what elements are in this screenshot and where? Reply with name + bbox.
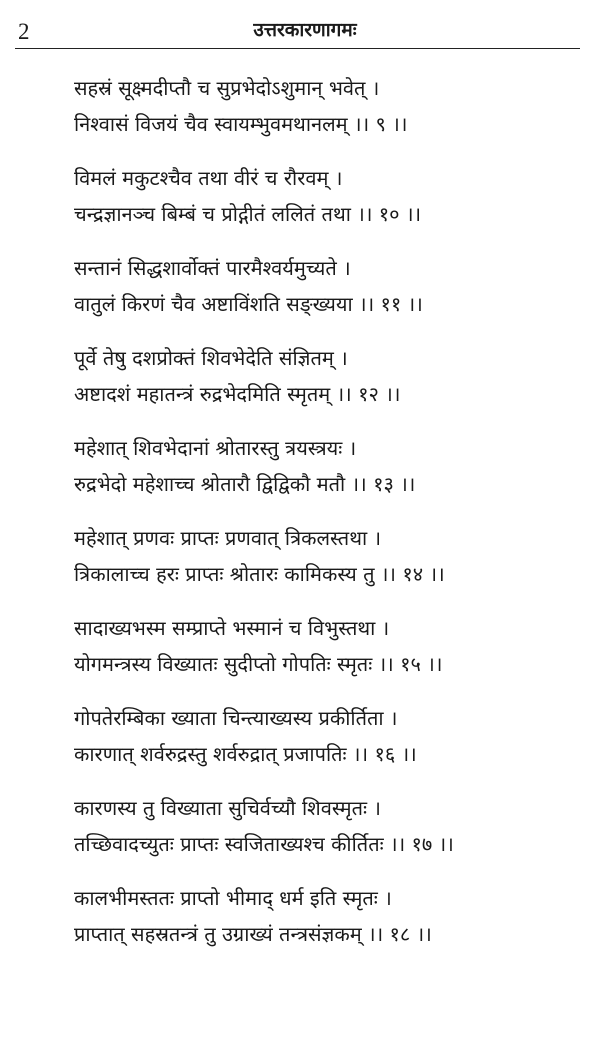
- verse-line: अष्टादशं महातन्त्रं रुद्रभेदमिति स्मृतम् ।। १२ ।।: [74, 382, 401, 406]
- verse-line: विमलं मकुटश्चैव तथा वीरं च रौरवम् ।: [74, 166, 343, 190]
- verse-line: सादाख्यभस्म सम्प्राप्ते भस्मानं च विभुस्तथा ।: [74, 616, 390, 640]
- verse-9: [74, 70, 589, 142]
- verse-line: वातुलं किरणं चैव अष्टाविंशति सङ्ख्यया ।। ११ ।।: [74, 292, 423, 316]
- verse-line: तच्छिवादच्युतः प्राप्तः स्वजिताख्यश्च कीर्तितः ।। १७ ।।: [74, 832, 454, 856]
- verse-18: [74, 880, 589, 952]
- verse-16: [74, 700, 589, 772]
- verse-11: [74, 250, 589, 322]
- verse-line: महेशात् शिवभेदानां श्रोतारस्तु त्रयस्त्रयः ।: [74, 436, 357, 460]
- verse-12: [74, 340, 589, 412]
- verse-line: निश्वासं विजयं चैव स्वायम्भुवमथानलम् ।। ९ ।।: [74, 112, 408, 136]
- verse-line: सन्तानं सिद्धशार्वोक्तं पारमैश्वर्यमुच्यते ।: [74, 256, 351, 280]
- verse-list: [74, 70, 589, 970]
- header-rule: [15, 48, 580, 49]
- page-number: 2: [18, 19, 30, 44]
- verse-line: सहस्रं सूक्ष्मदीप्तौ च सुप्रभेदोऽशुमान् भवेत् ।: [74, 76, 380, 100]
- verse-15: [74, 610, 589, 682]
- verse-17: [74, 790, 589, 862]
- verse-line: पूर्वे तेषु दशप्रोक्तं शिवभेदेति संज्ञितम् ।: [74, 346, 348, 370]
- verse-line: गोपतेरम्बिका ख्याता चिन्त्याख्यस्य प्रकीर्तिता ।: [74, 706, 398, 730]
- verse-line: कारणस्य तु विख्याता सुचिर्वच्यौ शिवस्मृतः ।: [74, 796, 381, 820]
- verse-line: महेशात् प्रणवः प्राप्तः प्रणवात् त्रिकलस्तथा ।: [74, 526, 382, 550]
- verse-14: [74, 520, 589, 592]
- verse-line: रुद्रभेदो महेशाच्च श्रोतारौ द्विद्विकौ मतौ ।। १३ ।।: [74, 472, 416, 496]
- verse-line: चन्द्रज्ञानञ्च बिम्बं च प्रोद्गीतं ललितं तथा ।। १० ।।: [74, 202, 422, 226]
- verse-10: [74, 160, 589, 232]
- verse-line: कारणात् शर्वरुद्रस्तु शर्वरुद्रात् प्रजापतिः ।। १६ ।।: [74, 742, 417, 766]
- verse-line: प्राप्तात् सहस्रतन्त्रं तु उग्राख्यं तन्त्रसंज्ञकम् ।। १८ ।।: [74, 922, 432, 946]
- verse-line: त्रिकालाच्च हरः प्राप्तः श्रोतारः कामिकस्य तु ।। १४ ।।: [74, 562, 445, 586]
- verse-line: कालभीमस्ततः प्राप्तो भीमाद् धर्म इति स्मृतः ।: [74, 886, 392, 910]
- verse-line: योगमन्त्रस्य विख्यातः सुदीप्तो गोपतिः स्मृतः ।। १५ ।।: [74, 652, 443, 676]
- running-title: उत्तरकारणागमः: [253, 19, 357, 41]
- verse-13: [74, 430, 589, 502]
